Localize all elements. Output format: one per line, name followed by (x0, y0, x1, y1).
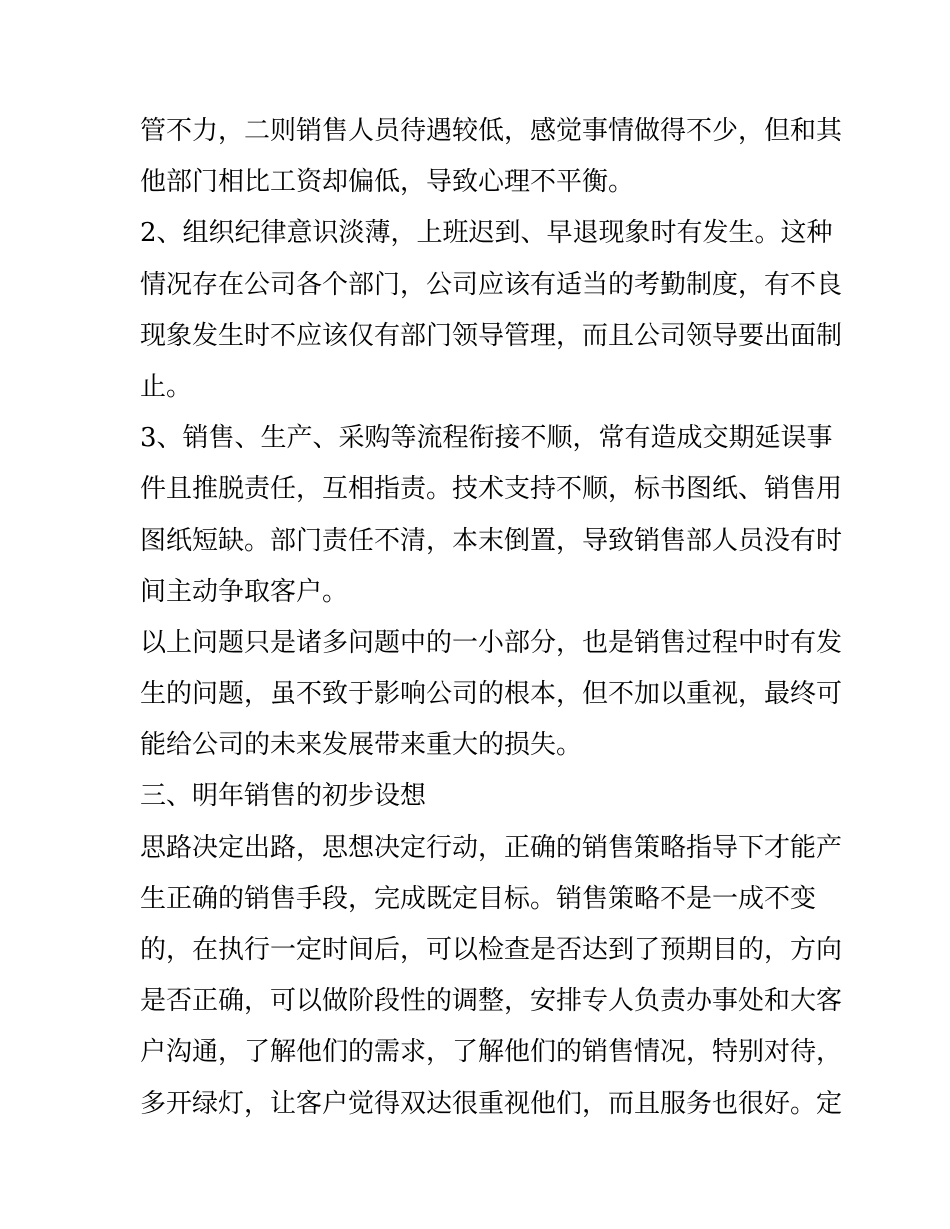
text-line: 图纸短缺。部门责任不清，本末倒置，导致销售部人员没有时 (140, 525, 843, 556)
text-line: 止。 (140, 371, 193, 402)
text-line: 现象发生时不应该仅有部门领导管理，而且公司领导要出面制 (140, 320, 843, 351)
text-line: 生正确的销售手段，完成既定目标。销售策略不是一成不变 (140, 883, 817, 914)
text-line: 2、组织纪律意识淡薄，上班迟到、早退现象时有发生。这种 (140, 218, 833, 249)
text-line: 思路决定出路，思想决定行动，正确的销售策略指导下才能产 (140, 832, 843, 863)
text-line: 管不力，二则销售人员待遇较低，感觉事情做得不少，但和其 (140, 116, 843, 146)
text-line: 户沟通，了解他们的需求，了解他们的销售情况，特别对待， (140, 1037, 843, 1068)
text-line: 他部门相比工资却偏低，导致心理不平衡。 (140, 167, 635, 198)
text-line: 能给公司的未来发展带来重大的损失。 (140, 730, 583, 761)
text-line: 间主动争取客户。 (140, 576, 349, 607)
text-line: 多开绿灯，让客户觉得双达很重视他们，而且服务也很好。定 (140, 1088, 843, 1119)
text-line: 情况存在公司各个部门，公司应该有适当的考勤制度，有不良 (140, 269, 843, 300)
section-heading: 三、明年销售的初步设想 (140, 781, 427, 812)
text-line: 3、销售、生产、采购等流程衔接不顺，常有造成交期延误事 (140, 423, 833, 454)
text-line: 以上问题只是诸多问题中的一小部分，也是销售过程中时有发 (140, 627, 843, 658)
text-line: 的，在执行一定时间后，可以检查是否达到了预期目的，方向 (140, 935, 843, 965)
text-line: 是否正确，可以做阶段性的调整，安排专人负责办事处和大客 (140, 986, 843, 1017)
text-line: 件且推脱责任，互相指责。技术支持不顺，标书图纸、销售用 (140, 474, 843, 505)
body-text (140, 106, 843, 1130)
text-line: 生的问题，虽不致于影响公司的根本，但不加以重视，最终可 (140, 679, 843, 710)
